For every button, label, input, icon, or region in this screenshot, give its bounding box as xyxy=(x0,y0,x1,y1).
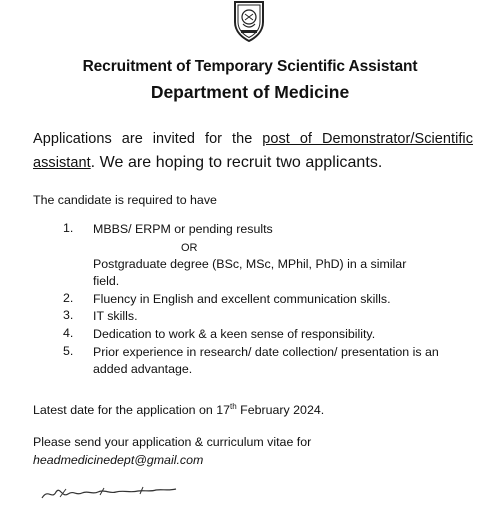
contact-email[interactable]: headmedicinedept@gmail.com xyxy=(33,453,204,467)
handwritten-signature-icon xyxy=(40,486,180,500)
deadline-text xyxy=(33,402,324,417)
intro-paragraph xyxy=(33,128,473,175)
post-title-underlined: post of Demonstrator/Scientific xyxy=(262,131,473,147)
intro-period: . xyxy=(90,154,96,171)
list-item-postgrad: Postgraduate degree (BSc, MSc, MPhil, PhD) in a similar xyxy=(93,257,407,271)
post-title-underlined-2: assistant xyxy=(33,155,91,171)
list-number: 5. xyxy=(63,344,74,358)
list-item-postgrad-cont: field. xyxy=(93,274,120,288)
list-item: Prior experience in research/ date collection/ presentation is an xyxy=(93,345,439,359)
contact-instruction: Please send your application & curriculum vitae for xyxy=(33,435,312,449)
list-number: 4. xyxy=(63,326,74,340)
university-crest-icon xyxy=(231,0,267,42)
list-number: 1. xyxy=(63,221,74,235)
list-item-cont: added advantage. xyxy=(93,362,193,376)
list-item: Fluency in English and excellent communication skills. xyxy=(93,292,391,306)
page-title: Recruitment of Temporary Scientific Assistant xyxy=(82,58,418,75)
intro-text: Applications are invited for the xyxy=(33,131,263,147)
requirements-intro: The candidate is required to have xyxy=(33,193,217,207)
deadline-date: February 2024. xyxy=(236,403,325,417)
list-item: Dedication to work & a keen sense of responsibility. xyxy=(93,327,376,341)
list-item: MBBS/ ERPM or pending results xyxy=(93,222,273,236)
or-label: OR xyxy=(181,242,198,254)
list-number: 3. xyxy=(63,308,74,322)
intro-line-2 xyxy=(33,151,473,175)
deadline-prefix: Latest date for the application on 17 xyxy=(33,403,231,417)
intro-recruit-text: We are hoping to recruit two applicants. xyxy=(95,154,383,171)
department-title: Department of Medicine xyxy=(150,82,350,102)
list-item: IT skills. xyxy=(93,309,138,323)
list-number: 2. xyxy=(63,291,74,305)
intro-line-1 xyxy=(33,128,473,151)
deadline-ordinal: th xyxy=(230,402,237,411)
